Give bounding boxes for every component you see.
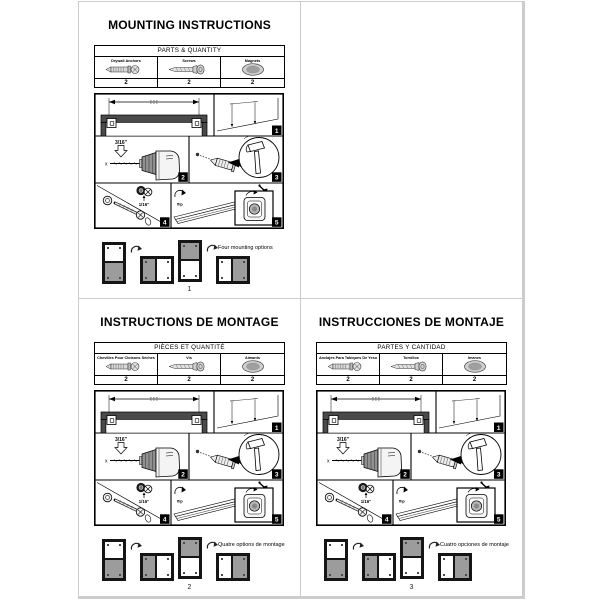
page-spanish <box>301 299 522 596</box>
svg-text:1/16": 1/16" <box>138 202 150 207</box>
magnet-icon <box>231 63 275 76</box>
part-column-magnets <box>221 354 284 375</box>
part-name: Chevilles Pour Cloisons Sèches <box>97 355 155 360</box>
part-quantity: 2 <box>380 376 443 384</box>
parts-table-header: PIÈCES ET QUANTITÉ <box>95 343 284 354</box>
svg-text:1: 1 <box>496 424 501 432</box>
svg-text:5: 5 <box>274 219 279 227</box>
parts-table-header: PARTS & QUANTITY <box>95 46 284 57</box>
svg-text:2: 2 <box>403 471 407 479</box>
mounting-option-portrait-bottom <box>102 539 126 581</box>
svg-text:4: 4 <box>162 516 167 524</box>
part-name: Screws <box>182 58 196 63</box>
mounting-option-portrait-top <box>400 537 424 579</box>
options-caption: Four mounting options <box>218 245 273 251</box>
mounting-options <box>100 537 292 589</box>
svg-text:x: x <box>105 458 108 465</box>
page-title: INSTRUCTIONS DE MONTAGE <box>100 315 279 329</box>
svg-text:3/16": 3/16" <box>114 140 128 146</box>
instruction-sheet <box>78 1 525 599</box>
page-number: 2 <box>187 584 192 591</box>
part-column-anchors <box>317 354 380 375</box>
options-caption: Cuatro opciones de montaje <box>440 542 509 548</box>
part-quantity: 2 <box>250 377 255 383</box>
screw-icon <box>389 360 433 373</box>
mounting-options <box>100 240 292 292</box>
magnet-icon <box>231 360 275 373</box>
screw-icon <box>167 360 211 373</box>
part-name: Imanes <box>467 355 482 360</box>
page-number: 3 <box>409 584 414 591</box>
mounting-option-landscape-left <box>362 553 396 581</box>
step-5-badge <box>272 514 282 524</box>
svg-text:3/16": 3/16" <box>114 437 128 443</box>
step-2-badge <box>400 469 410 479</box>
mounting-options <box>322 537 514 589</box>
page-french <box>79 299 300 596</box>
svg-text:3/16": 3/16" <box>336 437 350 443</box>
svg-text:1/16": 1/16" <box>360 499 372 504</box>
step-2-badge <box>178 172 188 182</box>
parts-table <box>94 45 285 88</box>
screw-icon <box>167 63 211 76</box>
svg-text:1: 1 <box>274 127 279 135</box>
parts-table <box>94 342 285 385</box>
part-name: Aimants <box>245 355 260 360</box>
step-5-badge <box>494 514 504 524</box>
step-1-badge <box>272 423 282 433</box>
part-column-magnets <box>221 57 284 78</box>
svg-text:4: 4 <box>162 219 167 227</box>
part-name: Drywall Anchors <box>111 58 141 63</box>
rotate-arrow-icon <box>129 243 143 255</box>
rotate-arrow-icon <box>205 242 219 254</box>
svg-text:5: 5 <box>274 516 279 524</box>
svg-text:3: 3 <box>274 174 279 182</box>
page-title: INSTRUCCIONES DE MONTAJE <box>318 315 505 329</box>
svg-text:1: 1 <box>274 424 279 432</box>
step-4-badge <box>160 514 170 524</box>
part-quantity: 2 <box>317 376 380 384</box>
part-name: Anclajes Para Tabiques De Yeso <box>318 355 378 360</box>
svg-text:2: 2 <box>181 174 185 182</box>
options-caption: Quatre options de montage <box>218 542 285 548</box>
svg-text:5: 5 <box>496 516 501 524</box>
part-column-screws <box>158 354 221 375</box>
rotate-arrow-icon <box>205 539 219 551</box>
page-title: MOUNTING INSTRUCTIONS <box>108 18 271 32</box>
part-name: Tornillos <box>403 355 419 360</box>
mounting-option-portrait-top <box>178 537 202 579</box>
mounting-option-landscape-right <box>216 553 250 581</box>
rotate-arrow-icon <box>351 540 365 552</box>
svg-text:flip: flip <box>177 202 183 207</box>
svg-text:x: x <box>327 458 330 465</box>
rotate-arrow-icon <box>427 539 441 551</box>
mounting-option-landscape-left <box>140 256 174 284</box>
svg-text:flip: flip <box>177 499 183 504</box>
magnet-icon <box>453 360 497 373</box>
step-4-badge <box>382 514 392 524</box>
part-column-magnets <box>443 354 506 375</box>
part-quantity: 2 <box>158 376 221 384</box>
step-1-badge <box>494 423 504 433</box>
instruction-diagram <box>94 93 284 229</box>
svg-text:1/16": 1/16" <box>138 499 150 504</box>
page-blank <box>301 2 522 298</box>
step-2-badge <box>178 469 188 479</box>
instruction-steps-figure <box>94 390 284 526</box>
step-5-badge <box>272 217 282 227</box>
instruction-diagram <box>316 390 506 526</box>
part-name: Magnets <box>244 58 261 63</box>
drywall-anchor-icon <box>326 360 370 373</box>
step-4-badge <box>160 217 170 227</box>
step-3-badge <box>272 172 282 182</box>
svg-text:3: 3 <box>496 471 501 479</box>
step-1-badge <box>272 126 282 136</box>
mounting-option-portrait-bottom <box>102 242 126 284</box>
drywall-anchor-icon <box>104 63 148 76</box>
part-column-anchors <box>95 354 158 375</box>
parts-table <box>316 342 507 385</box>
mounting-option-landscape-left <box>140 553 174 581</box>
instruction-steps-figure <box>94 93 284 229</box>
svg-text:3: 3 <box>274 471 279 479</box>
part-quantity: 2 <box>95 376 158 384</box>
part-name: Vis <box>186 355 192 360</box>
part-quantity: 2 <box>158 79 221 87</box>
svg-text:x: x <box>105 161 108 168</box>
part-column-screws <box>380 354 443 375</box>
svg-text:flip: flip <box>399 499 405 504</box>
svg-text:4: 4 <box>384 516 389 524</box>
mounting-option-portrait-bottom <box>324 539 348 581</box>
parts-table-header: PARTES Y CANTIDAD <box>317 343 506 354</box>
part-quantity: 2 <box>250 80 255 86</box>
instruction-steps-figure <box>316 390 506 526</box>
mounting-option-landscape-right <box>216 256 250 284</box>
part-column-anchors <box>95 57 158 78</box>
drywall-anchor-icon <box>104 360 148 373</box>
part-quantity: 2 <box>95 79 158 87</box>
rotate-arrow-icon <box>129 540 143 552</box>
instruction-diagram <box>94 390 284 526</box>
page-english <box>79 2 300 298</box>
mounting-option-landscape-right <box>438 553 472 581</box>
page-number: 1 <box>187 286 192 293</box>
step-3-badge <box>272 469 282 479</box>
svg-text:2: 2 <box>181 471 185 479</box>
part-quantity: 2 <box>472 377 477 383</box>
mounting-option-portrait-top <box>178 240 202 282</box>
step-3-badge <box>494 469 504 479</box>
part-column-screws <box>158 57 221 78</box>
